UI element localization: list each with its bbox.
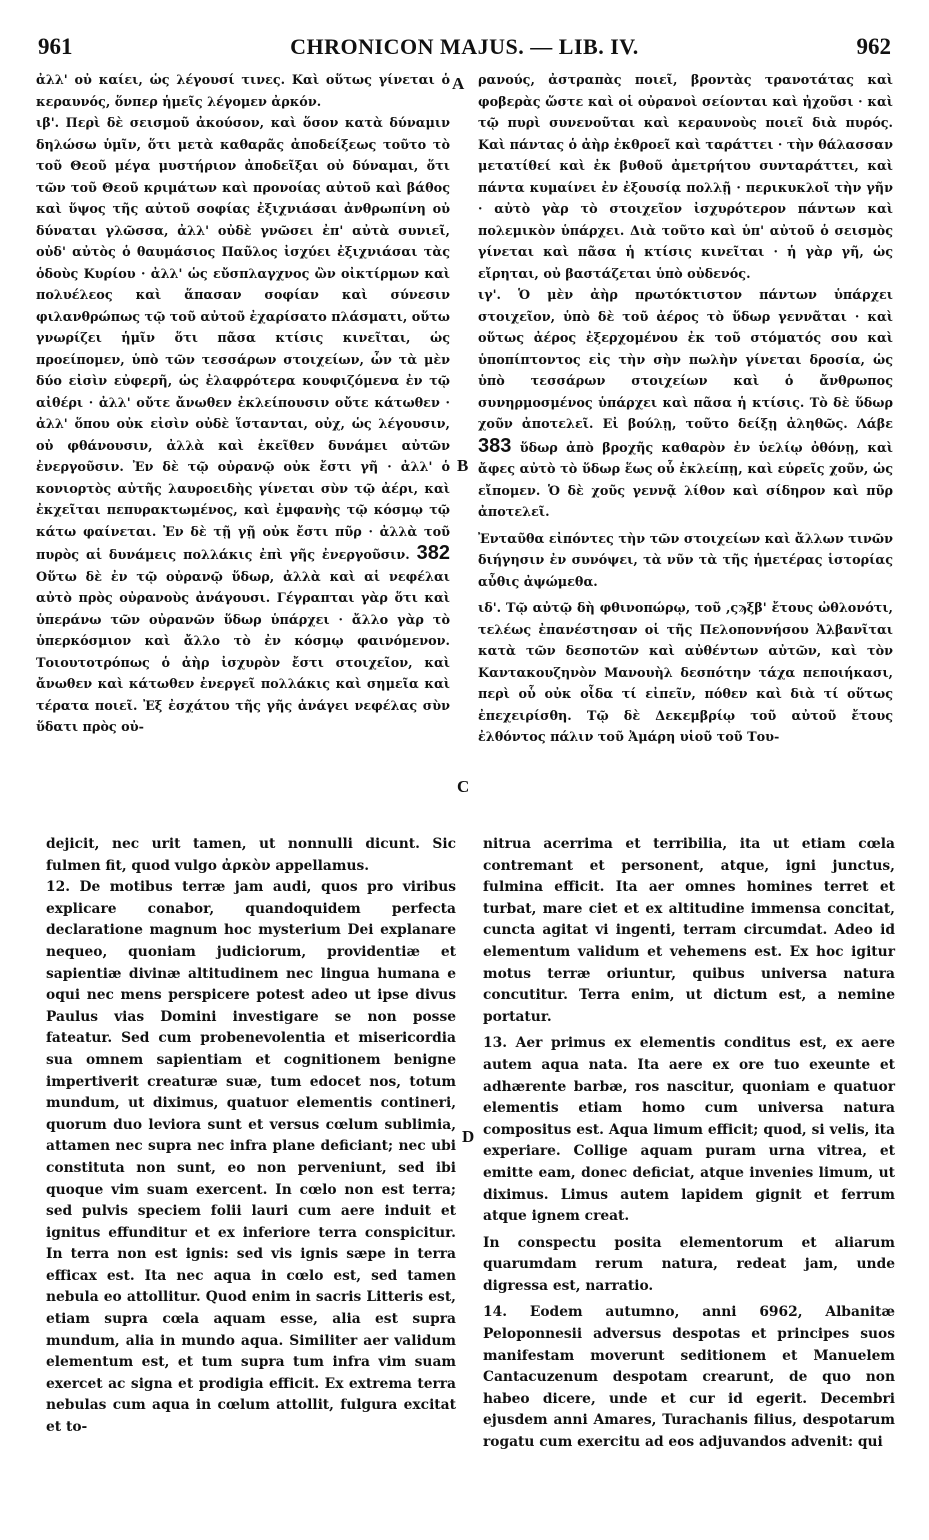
greek-paragraph: ρανούς, ἀστραπὰς ποιεῖ, βροντὰς τρανοτάτας καὶ φοβερὰς ὥστε καὶ οἱ οὐρανοὶ σείονται καὶ ἠχοῦσι · καὶ τῷ πυρὶ συνενοῦται καὶ κεραυνοὺς ποιεῖ διὰ πυρός. Καὶ πάντας ὁ ἀὴρ ἐκθροεῖ καὶ ταράττει · τὴν θάλασσαν μετατίθεί καὶ ἐκ βυθοῦ ἀμετρήτου συνταράττει, καὶ πάντα κυμαίνει ἐν ἐξουσίᾳ πολλῇ · περικυκλοῖ τὴν γῆν · αὐτὸ γὰρ τὸ στοιχεῖον ἰσχυρότερον πάντων καὶ πολεμικὸν ὑπάρχει. Διὰ τοῦτο καὶ ὑπ' αὐτοῦ ὁ σεισμὸς γίνεται καὶ πᾶσα ἡ κτίσις κινεῖται · ἡ γὰρ γῆ, ὡς εἴρηται, οὐ βαστάζεται ὑπὸ οὐδενός. — [478, 73, 893, 282]
greek-text: ὕδωρ ἀπὸ βροχῆς καθαρὸν ἐν ὑελίῳ ὀθόνῃ, καὶ ἄφες αὐτὸ τὸ ὕδωρ ἕως οὗ ἐκλείπῃ, καὶ εὑρεῖς χοῦν, ὡς εἴπομεν. Ὁ δὲ χοῦς γεννᾷ λίθον καὶ σίδηρον καὶ πῦρ ἀποτελεῖ. — [478, 440, 893, 520]
latin-text-left-column — [46, 834, 456, 1439]
latin-text-right-column — [483, 834, 895, 1454]
greek-text-right-column — [478, 70, 893, 749]
margin-letter-c: C — [457, 777, 470, 796]
page-marker-382: 382 — [416, 542, 450, 564]
page-number-left: 961 — [38, 34, 73, 59]
greek-text: ιβ'. Περὶ δὲ σεισμοῦ ἀκούσον, καὶ ὅσον κατὰ δύναμιν δηλώσω ὑμῖν, ὅτι μετὰ καθαρᾶς ἀποδείξεως τοῦτο τὸ τοῦ Θεοῦ μέγα μυστήριον ἀποδεῖξαι οὐ δύναμαι, ὅτι τῶν τοῦ Θεοῦ κριμάτων καὶ προνοίας αὐτοῦ καὶ βάθος καὶ ὕψος τῆς αὐτοῦ σοφίας ἐξιχνιάσαι ἀνθρωπίνη οὐ δύναται γλῶσσα, ἀλλ' οὐδὲ γνῶσει ἐπ' αὐτὰ συνιεῖ, οὐδ' αὐτὸς ὁ θαυμάσιος Παῦλος ἰσχύει ἐξιχνιάσαι τὰς ὁδοὺς Κυρίου · ἀλλ' ὡς εὔσπλαγχνος ὢν οἰκτίρμων καὶ πολυέλεος καὶ ἅπασαν σοφίαν καὶ σύνεσιν φιλανθρώπως τῷ τοῦ αὐτοῦ ἐχαρίσατο πλάσματι, οὕτω γνωρίζει ἡμῖν ὅτι πᾶσα κτίσις κινεῖται, ὡς προείπομεν, ὑπὸ τῶν τεσσάρων στοιχείων, ὧν τὰ μὲν δύο εἰσὶν εὐφερῆ, ὡς ἐλαφρότερα κουφιζόμενα ἐν τῷ αἰθέρι · ἀλλ' οὔτε ἄνωθεν ἐκλείπουσιν οὔτε κάτωθεν · ἀλλ' ὅπου οὐκ εἰσὶν οὐδὲ ἵστανται, οὐχ, ὡς λέγουσιν, οὐ φθάνουσιν, ἀλλὰ καὶ ἐκεῖθεν δυνάμει αὐτῶν ἐνεργοῦσιν. Ἐν δὲ τῷ οὐρανῷ οὐκ ἔστι γῆ · ἀλλ' ὁ κονιορτὸς αὐτῆς λαυροειδὴς γίνεται σὺν τῷ ἀέρι, καὶ ἐκχεῖται πεπυρακτωμένος, καὶ ἐμφανὴς τῷ κόσμῳ τῷ κάτω φαίνεται. Ἐν δὲ τῇ γῇ οὐκ ἔστι πῦρ · ἀλλὰ τοῦ πυρὸς αἱ δυνάμεις πολλάκις ἐπὶ γῆς ἐνεργοῦσιν. — [36, 116, 450, 563]
latin-paragraph: 14. Eodem autumno, anni 6962, Albanitæ Peloponnesii adversus despotas et principes suos manifestam moverunt seditionem et Manuelem Cantacuzenum despotam crearunt, de quo non habeo dicere, unde et cur id egerit. Decembri ejusdem anni Amares, Turachanis filius, despotarum rogatu cum exercitu ad eos adjuvandos advenit: qui — [483, 1304, 895, 1451]
greek-paragraph — [36, 113, 450, 739]
running-title: CHRONICON MAJUS. — LIB. IV. — [290, 34, 639, 59]
greek-text-left-column — [36, 70, 450, 739]
latin-paragraph: In conspectu posita elementorum et aliarum quarumdam rerum natura, redeat jam, unde digressa est, narratio. — [483, 1234, 895, 1294]
greek-text: ιγ'. Ὁ μὲν ἀὴρ πρωτόκτιστον πάντων ὑπάρχει στοιχεῖον, ὑπὸ δὲ τοῦ ἀέρος τὸ ὕδωρ γεννᾶται · καὶ οὕτως ἀέρος ἐξερχομένου ἐκ τοῦ στόματός σου καὶ ὑποπίπτοντος εἰς τὴν σὴν πωλὴν γίνεται δροσία, ὡς ὑπὸ τεσσάρων στοιχείων καὶ ὁ ἄνθρωπος συνηρμοσμένος ὑπάρχει καὶ πᾶσα ἡ κτίσις. Τὸ δὲ ὕδωρ χοῦν ἀποτελεῖ. Εἰ βούλῃ, τοῦτο δείξῃ ἀληθῶς. Λάβε — [478, 288, 893, 432]
latin-paragraph: 12. De motibus terræ jam audi, quos pro viribus explicare conabor, quandoquidem perfecta declaratione magnum hoc mysterium Dei explanare nequeo, quoniam judiciorum, providentiæ et sapientiæ divinæ altitudinem nec lingua humana e oqui nec mens perspicere potest adeo ut ipse divus Paulus vias Domini investigare se non posse fateatur. Sed cum probenevolentia et misericordia sua omnem sapientiam et cognitionem benigne impertiverit creaturæ suæ, tum edocet nos, totum mundum, ut diximus, quatuor elementis contineri, quorum duo leviora sunt et versus cœlum sublimia, attamen nec supra nec infra plane deficiant; nec ubi constituta non sunt, eo non perveniunt, sed ibi quoque vim suam exercent. In cœlo non est terra; sed pulvis speciem folii lauri cum aere induit et ignitus effunditur et ex inferiore terra conspicitur. In terra non est ignis: sed vis ignis sæpe in terra efficax est. Ita nec aqua in cœlo est, sed tamen nebula eo attollitur. Quod enim in sacris Litteris est, etiam supra cœla aquam esse, alia est supra mundum, alia in mundo aqua. Similiter aer validum elementum est, et tum supra tum infra vim suam exercet ac signa et prodigia efficit. Ex extrema terra nebulas cum aqua in cœlum attollit, fulgura excitat et to- — [46, 879, 456, 1436]
latin-paragraph: 13. Aer primus ex elementis conditus est, ex aere autem aqua nata. Ita aere ex ore tuo exeunte et adhærente barbæ, ros nascitur, quoniam e quatuor elementis etiam homo cum universa natura compositus est. Aqua limum efficit; quod, si velis, ita experiare. Collige aquam puram urna vitrea, et emitte eam, donec deficiat, atque invenies limum, ut diximus. Limus autem lapidem gignit et ferrum atque ignem creat. — [483, 1035, 895, 1225]
greek-paragraph: Ἐνταῦθα εἰπόντες τὴν τῶν στοιχείων καὶ ἄλλων τινῶν διήγησιν ἐν συνόψει, τὰ νῦν τὰ τῆς ἡμετέρας ἱστορίας αὖθις ἀψώμεθα. — [478, 531, 893, 590]
running-header — [38, 34, 891, 64]
page-marker-383: 383 — [478, 434, 512, 457]
margin-letter-a: A — [452, 74, 465, 93]
latin-paragraph: dejicit, nec urit tamen, ut nonnulli dicunt. Sic fulmen fit, quod vulgo ἀρκὸν appellamus. — [46, 836, 456, 874]
latin-paragraph: nitrua acerrima et terribilia, ita ut etiam cœla contremant et personent, atque, igni junctus, fulmina efficit. Ita aer omnes homines terret et turbat, mare ciet et ex altitudine immensa concitat, cuncta agitat vi ingenti, terram circumdat. Adeo id elementum validum et vehemens est. Ex hoc igitur motus terræ oriuntur, quibus universa natura concutitur. Terra enim, ut dictum est, a nemine portatur. — [483, 836, 895, 1025]
margin-letter-d: D — [462, 1127, 475, 1146]
greek-paragraph: ιδ'. Τῷ αὐτῷ δὴ φθινοπώρῳ, τοῦ ,ςϡξβ' ἔτους ὠθλονότι, τελέως ἐπανέστησαν οἱ τῆς Πελοποννήσου Ἀλβανῖται κατὰ τῶν δεσποτῶν καὶ αὐθέντων αὐτῶν, καὶ τὸν Καντακουζηνὸν Μανουὴλ δεσπότην τάχα πεποιήκασι, περὶ οὗ οὐκ οἶδα τί εἰπεῖν, πόθεν καὶ διὰ τί οὕτως ἐπεχειρίσθη. Τῷ δὲ Δεκεμβρίῳ τοῦ αὐτοῦ ἔτους ἐλθόντος πάλιν τοῦ Ἀμάρη υἱοῦ τοῦ Του- — [478, 601, 893, 745]
margin-letter-b: B — [457, 456, 469, 475]
greek-paragraph — [478, 285, 893, 524]
greek-paragraph: ἀλλ' οὐ καίει, ὡς λέγουσί τινες. Καὶ οὕτως γίνεται ὁ κεραυνός, ὅνπερ ἡμεῖς λέγομεν ἀρκόν. — [36, 73, 450, 110]
greek-text: Οὕτω δὲ ἐν τῷ οὐρανῷ ὕδωρ, ἀλλὰ καὶ αἱ νεφέλαι αὐτὸ πρὸς οὐρανοὺς ἀνάγουσι. Γέγραπται γὰρ ὅτι καὶ ὑπεράνω τῶν οὐρανῶν ὕδωρ ὑπάρχει · ἄλλο γὰρ τὸ ὑπερκόσμιον καὶ ἄλλο τὸ ἐν κόσμῳ φαινόμενον. Τοιουτοτρόπως ὁ ἀὴρ ἰσχυρὸν ἔστι στοιχεῖον, καὶ ἄνωθεν καὶ κάτωθεν ἐνεργεῖ πολλάκις καὶ σημεῖα καὶ τέρατα ποιεῖ. Ἐξ ἐσχάτου τῆς γῆς ἀνάγει νεφέλας σὺν ὕδατι πρὸς οὐ- — [36, 569, 450, 735]
page-number-right: 962 — [856, 34, 891, 59]
